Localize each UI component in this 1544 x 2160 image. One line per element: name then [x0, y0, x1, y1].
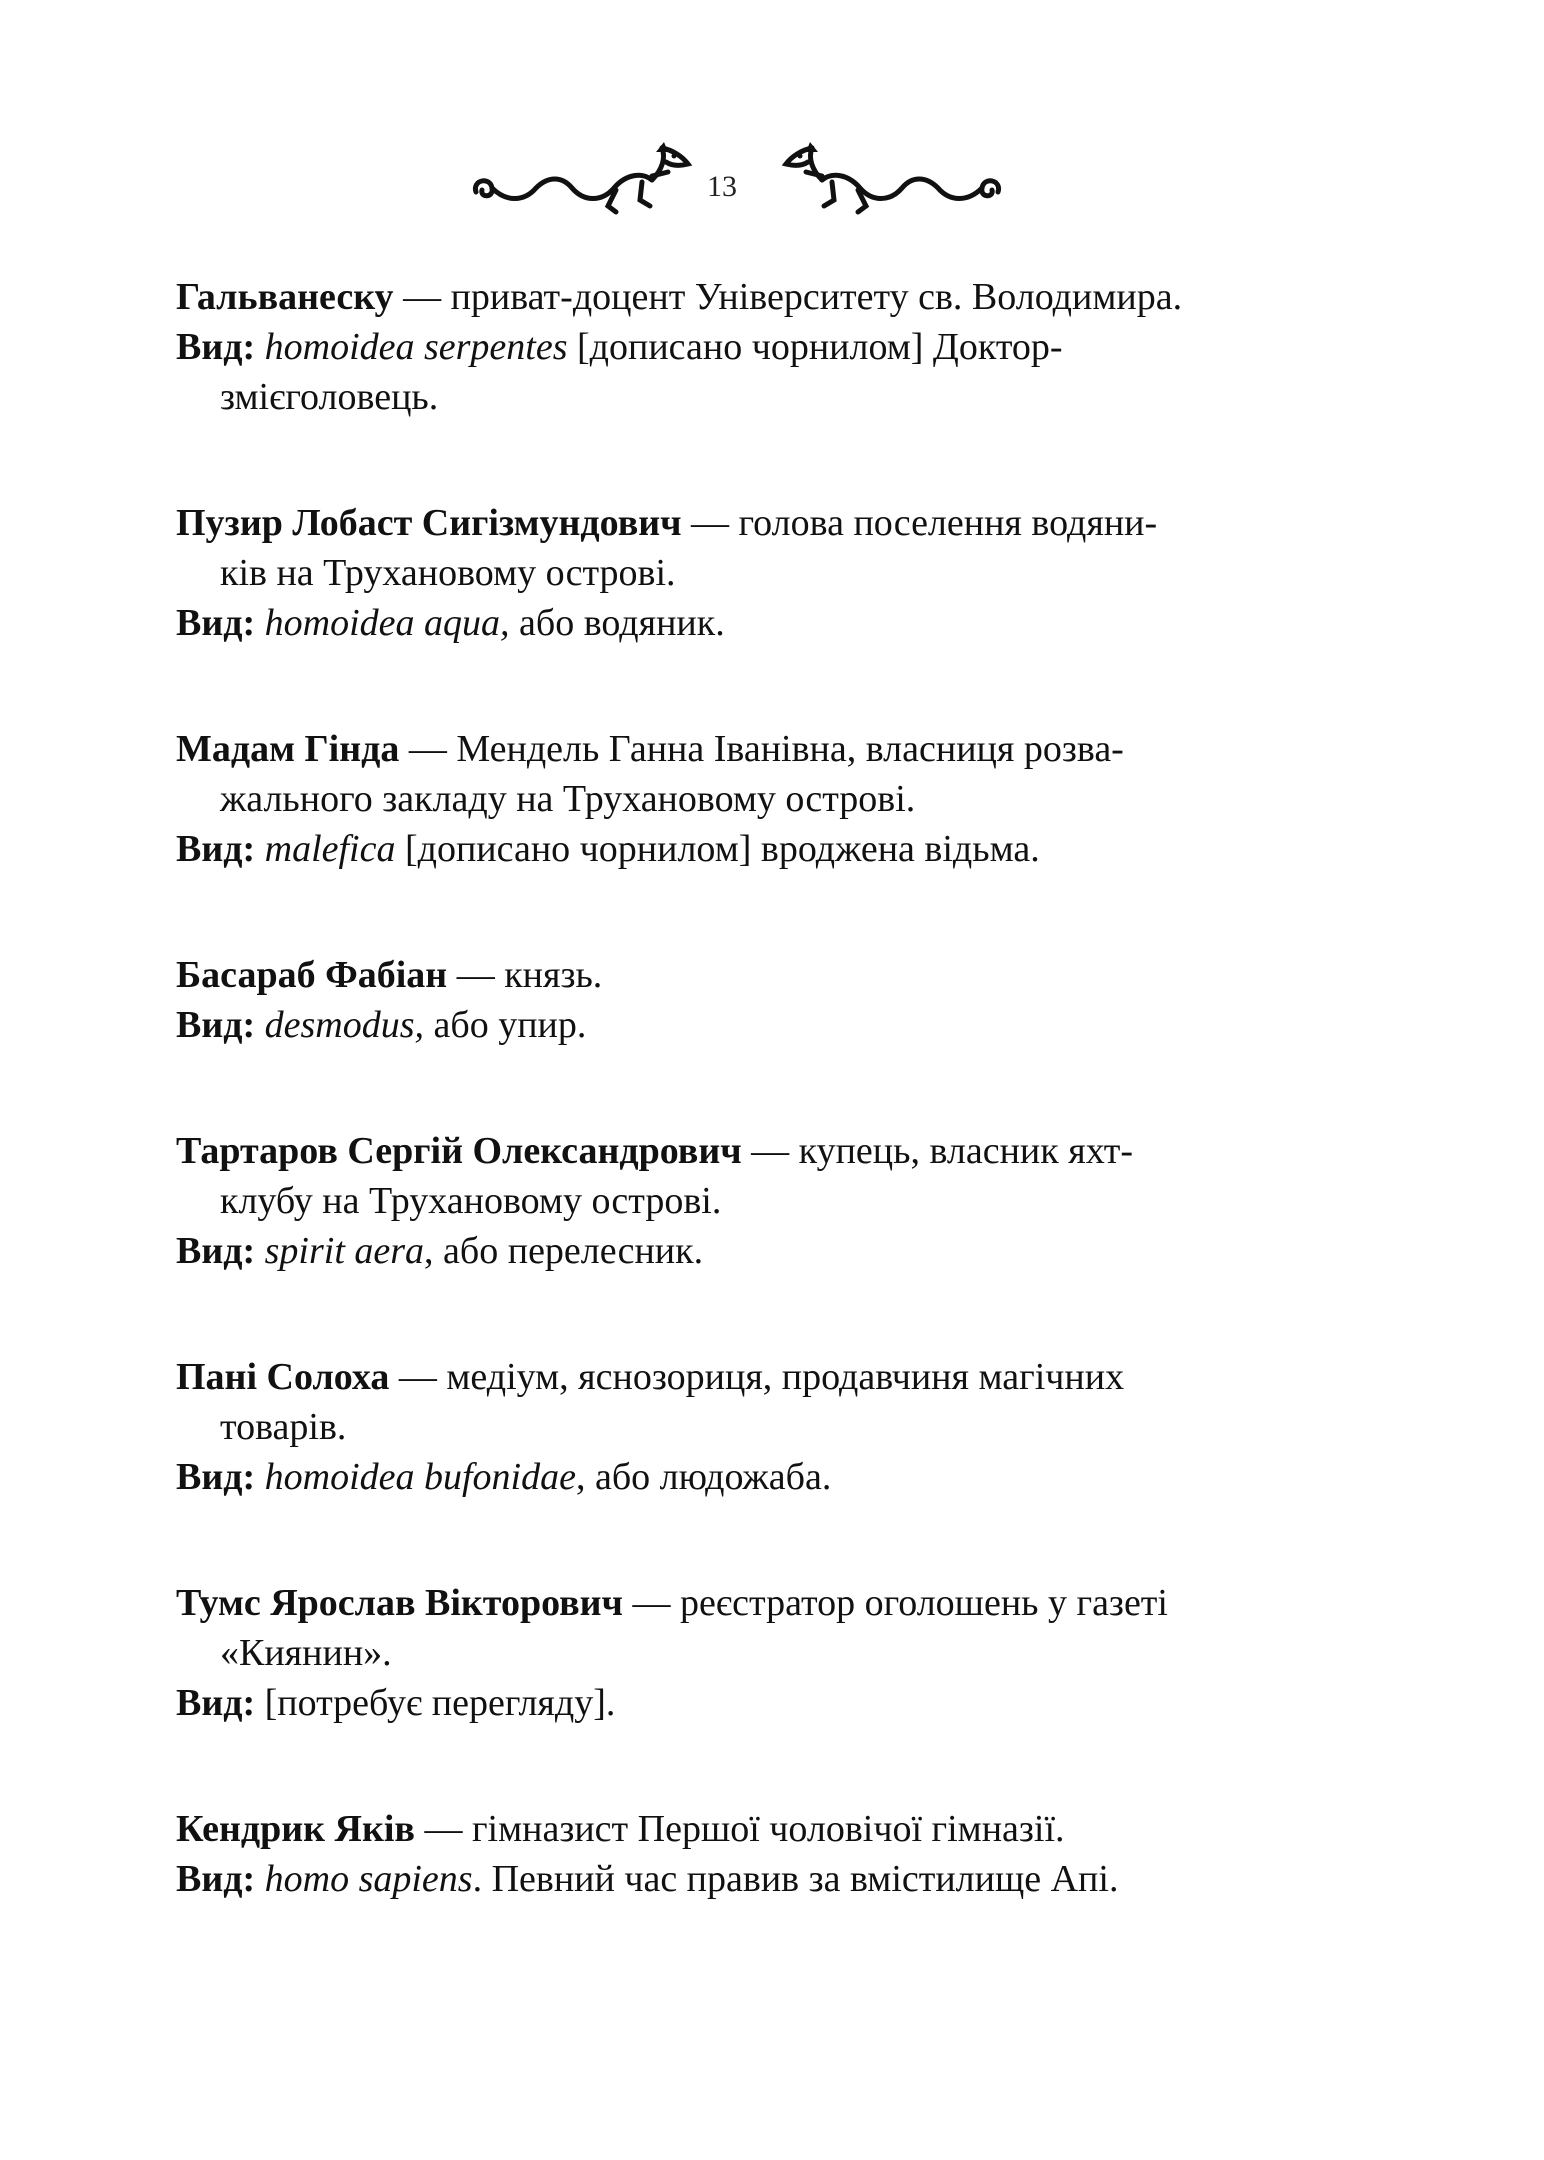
dragon-ornament-left-icon — [466, 140, 696, 230]
species-label: Вид: — [176, 1456, 256, 1498]
character-name: Гальванеску — [176, 276, 394, 318]
species-latin: homoidea aqua, — [264, 602, 510, 644]
species-label: Вид: — [176, 1230, 256, 1272]
entry-species: Вид: malefica [дописано чорнилом] вроджена відьма. — [176, 828, 1040, 870]
entry-description: Тартаров Сергій Олександрович — купець, власник яхт- — [176, 1130, 1134, 1172]
character-name: Тартаров Сергій Олександрович — [176, 1130, 742, 1172]
entry-description: Басараб Фабіан — князь. — [176, 954, 603, 996]
character-entry: Пузир Лобаст Сигізмундович — голова поселення водяни- ків на Трухановому острові. Вид: homoidea aqua, або водяник. — [176, 498, 1238, 648]
species-label: Вид: — [176, 602, 256, 644]
entry-description: Гальванеску — приват-доцент Університету св. Володимира. — [176, 276, 1183, 318]
character-entry: Пані Солоха — медіум, яснозориця, продавчиня магічних товарів. Вид: homoidea bufonidae, або людожаба. — [176, 1352, 1238, 1502]
entry-species: Вид: homoidea bufonidae, або людожаба. — [176, 1456, 832, 1498]
character-entry: Тумс Ярослав Вікторович — реєстратор оголошень у газеті «Киянин». Вид: [потребує перегляду]. — [176, 1578, 1238, 1728]
entry-species: Вид: homoidea aqua, або водяник. — [176, 602, 725, 644]
character-name: Мадам Гінда — [176, 728, 400, 770]
species-latin: homoidea bufonidae — [264, 1456, 576, 1498]
species-note: [потребує перегляду]. — [255, 1682, 616, 1724]
species-latin: desmodus, — [264, 1004, 425, 1046]
species-label: Вид: — [176, 1858, 256, 1900]
species-label: Вид: — [176, 326, 256, 368]
character-entry: Мадам Гінда — Мендель Ганна Іванівна, власниця розва- жального закладу на Трухановому острові. Вид: malefica [дописано чорнилом] вроджена відьма. — [176, 724, 1238, 874]
species-latin: homo sapiens — [264, 1858, 473, 1900]
character-name: Басараб Фабіан — [176, 954, 448, 996]
entry-description: Тумс Ярослав Вікторович — реєстратор оголошень у газеті — [176, 1582, 1168, 1624]
page-header — [0, 140, 1544, 240]
character-entry: Тартаров Сергій Олександрович — купець, власник яхт- клубу на Трухановому острові. Вид: spirit aera, або перелесник. — [176, 1126, 1238, 1276]
entry-species — [176, 1678, 1238, 1728]
character-entry — [176, 950, 1238, 1050]
species-label: Вид: — [176, 1682, 256, 1724]
species-label: Вид: — [176, 1004, 256, 1046]
species-latin: homoidea serpentes — [264, 326, 568, 368]
species-latin: spirit aera — [264, 1230, 425, 1272]
character-name: Тумс Ярослав Вікторович — [176, 1582, 623, 1624]
character-name: Кендрик Яків — [176, 1808, 415, 1850]
entry-species: Вид: homoidea serpentes [дописано чорнилом] Доктор- — [176, 326, 1063, 368]
dragon-ornament-right-icon — [778, 140, 1008, 230]
character-name: Пані Солоха — [176, 1356, 390, 1398]
entry-species: Вид: homo sapiens. Певний час правив за вмістилище Апі. — [176, 1858, 1119, 1900]
entry-description: Пузир Лобаст Сигізмундович — голова поселення водяни- — [176, 502, 1158, 544]
species-label: Вид: — [176, 828, 256, 870]
entry-description: Пані Солоха — медіум, яснозориця, продавчиня магічних — [176, 1356, 1125, 1398]
character-list — [176, 272, 1238, 1980]
species-latin: malefica — [264, 828, 396, 870]
entry-description: Кендрик Яків — гімназист Першої чоловічої гімназії. — [176, 1808, 1065, 1850]
entry-species: Вид: spirit aera, або перелесник. — [176, 1230, 704, 1272]
character-name: Пузир Лобаст Сигізмундович — [176, 502, 682, 544]
entry-species: Вид: desmodus, або упир. — [176, 1004, 587, 1046]
character-entry: Гальванеску — приват-доцент Університету св. Володимира. Вид: homoidea serpentes [дописано чорнилом] Доктор- змієголовець. — [176, 272, 1238, 422]
character-entry — [176, 1804, 1238, 1904]
entry-description: Мадам Гінда — Мендель Ганна Іванівна, власниця розва- — [176, 728, 1124, 770]
page-number: 13 — [707, 170, 737, 203]
